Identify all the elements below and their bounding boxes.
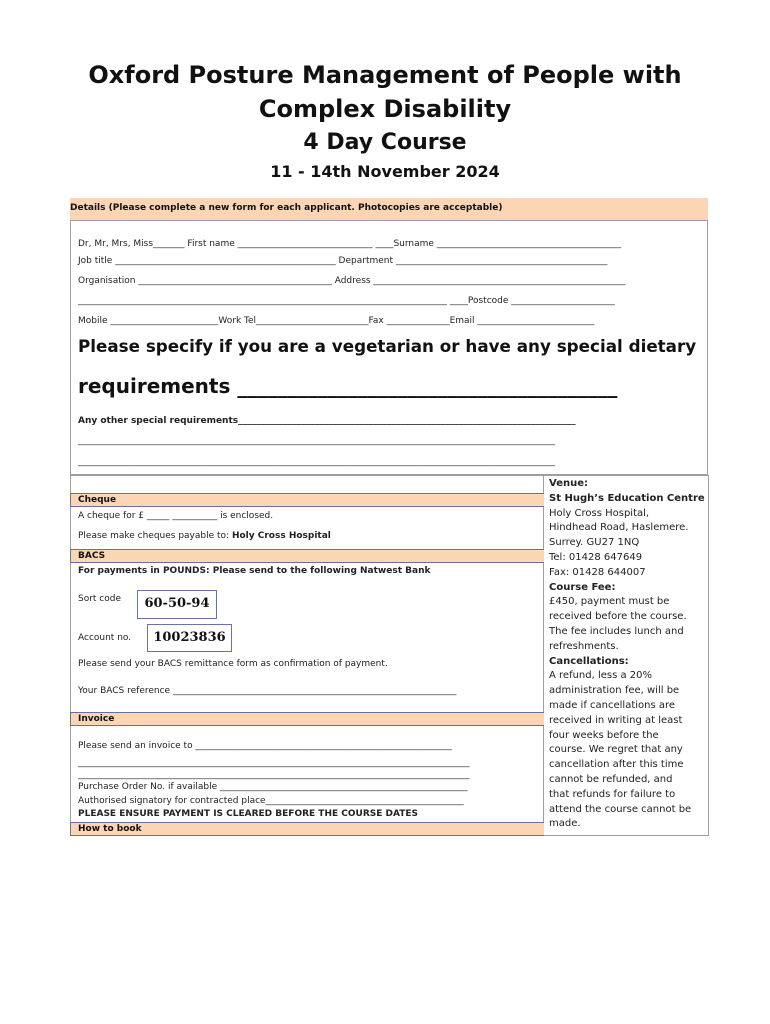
sort-code-box: 60-50-94 [137, 590, 217, 619]
document-title-line2: Complex Disability [258, 95, 512, 123]
cancellations-label: Cancellations: [549, 655, 629, 667]
cancellation-text: made if cancellations are [549, 699, 676, 711]
sort-code-label: Sort code [78, 594, 122, 604]
course-fee-label: Course Fee: [549, 581, 616, 593]
bacs-reference-line[interactable]: Your BACS reference _______________________________________________________________ [78, 686, 457, 696]
cancellation-text: course. We regret that any [549, 744, 683, 756]
other-requirements-line[interactable]: Any other special requirements___________________________________________________________________________ [78, 416, 576, 426]
cheque-payee: Holy Cross Hospital [231, 531, 331, 541]
course-fee-text: refreshments. [549, 640, 619, 652]
venue-name: St Hugh’s Education Centre [549, 492, 705, 504]
job-department-field-line[interactable]: Job title _________________________________________________ Department _______________________________________________ [78, 256, 608, 266]
invoice-heading: Invoice [70, 712, 544, 726]
cheque-amount-line[interactable]: A cheque for £ _____ __________ is enclosed. [78, 511, 274, 521]
account-no-label: Account no. [78, 633, 132, 643]
organisation-address-field-line[interactable]: Organisation ___________________________________________ Address ________________________________________________________ [78, 276, 626, 286]
cancellation-text: A refund, less a 20% [549, 670, 653, 682]
cheque-payable-line [78, 530, 331, 542]
how-to-book-heading: How to book [70, 822, 544, 836]
course-fee-text: received before the course. [549, 611, 687, 623]
cancellation-text: received in writing at least [549, 714, 683, 726]
cheque-heading: Cheque [70, 493, 544, 507]
cancellation-text: administration fee, will be [549, 685, 680, 697]
cancellation-text: made. [549, 818, 581, 830]
purchase-order-line[interactable]: Purchase Order No. if available _______________________________________________________ [78, 782, 468, 792]
bacs-heading: BACS [70, 549, 544, 563]
names-field-line[interactable]: Dr, Mr, Mrs, Miss_______ First name ______________________________ ____Surname _________________________________________ [78, 239, 622, 249]
blank-line[interactable]: _______________________________________________________________________________________ [78, 758, 470, 768]
cancellation-text: attend the course cannot be [549, 803, 692, 815]
blank-line[interactable]: _______________________________________________________________________________________ [78, 770, 470, 780]
payment-cleared-notice: PLEASE ENSURE PAYMENT IS CLEARED BEFORE THE COURSE DATES [78, 809, 419, 819]
venue-address-line: Hindhead Road, Haslemere. [549, 522, 689, 534]
venue-tel: Tel: 01428 647649 [549, 551, 643, 563]
contact-field-line[interactable]: Mobile ________________________Work Tel_________________________Fax ______________Email __________________________ [78, 316, 595, 326]
venue-address-line: Surrey. GU27 1NQ [549, 537, 640, 549]
invoice-address-line[interactable]: Please send an invoice to _________________________________________________________ [78, 741, 452, 751]
course-dates: 11 - 14th November 2024 [270, 162, 500, 181]
blank-line[interactable]: __________________________________________________________________________________________________________ [78, 457, 555, 467]
cancellation-text: that refunds for failure to [549, 788, 676, 800]
venue-info [549, 477, 707, 832]
course-fee-text: £450, payment must be [549, 596, 670, 608]
venue-address-line: Holy Cross Hospital, [549, 507, 650, 519]
address-postcode-field-line[interactable]: __________________________________________________________________________________ ____Postcode _______________________ [78, 296, 615, 306]
course-length: 4 Day Course [303, 130, 467, 155]
dietary-question-line2[interactable]: requirements ______________________________________ [78, 374, 618, 398]
dietary-question-line1: Please specify if you are a vegetarian or have any special dietary [78, 336, 697, 356]
blank-line[interactable]: __________________________________________________________________________________________________________ [78, 436, 555, 446]
cancellation-text: cancellation after this time [549, 759, 684, 771]
venue-fax: Fax: 01428 644007 [549, 566, 646, 578]
cancellation-text: cannot be refunded, and [549, 773, 673, 785]
venue-label: Venue: [549, 478, 588, 489]
cancellation-text: four weeks before the [549, 729, 659, 741]
signatory-line[interactable]: Authorised signatory for contracted place____________________________________________ [78, 796, 464, 806]
document-title-line1: Oxford Posture Management of People with [88, 61, 682, 89]
bacs-remittance-note: Please send your BACS remittance form as confirmation of payment. [78, 659, 388, 669]
details-heading: Details (Please complete a new form for each applicant. Photocopies are acceptable) [70, 198, 708, 221]
account-no-box: 10023836 [147, 624, 232, 652]
course-fee-text: The fee includes lunch and [549, 625, 684, 637]
bacs-instruction: For payments in POUNDS: Please send to the following Natwest Bank [78, 566, 431, 576]
cheque-payable-prefix: Please make cheques payable to: [78, 531, 232, 541]
